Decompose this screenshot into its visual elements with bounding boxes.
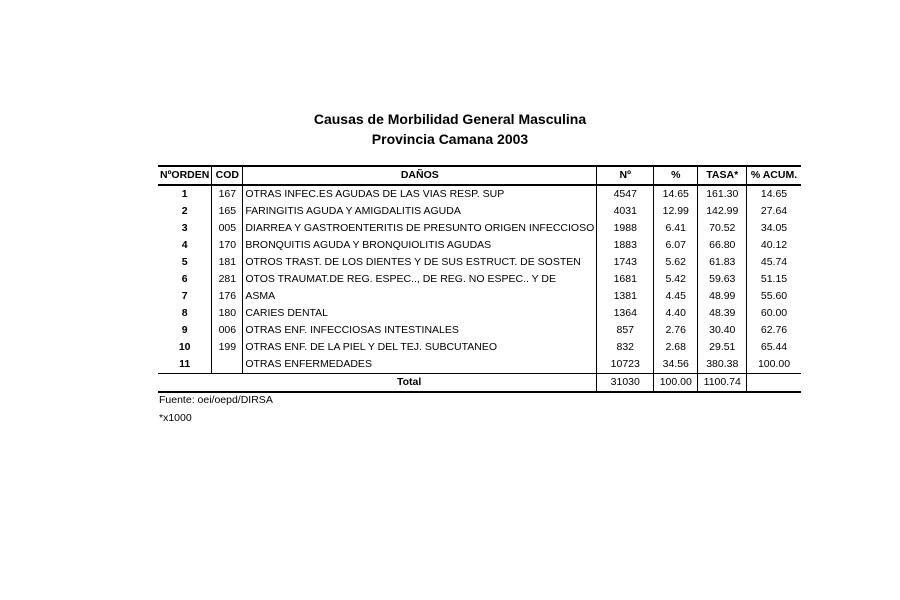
table-row: [158, 254, 801, 271]
cell-tasa: 61.83: [698, 254, 747, 271]
table-row: [158, 271, 801, 288]
total-n: 31030: [597, 374, 654, 393]
cell-n: 4547: [597, 185, 654, 203]
cell-dano: OTOS TRAUMAT.DE REG. ESPEC.., DE REG. NO ESPEC.. Y DE: [243, 271, 597, 288]
cell-orden: 4: [181, 239, 188, 251]
table-row: [158, 288, 801, 305]
table-row: [158, 237, 801, 254]
cell-tasa: 66.80: [698, 237, 747, 254]
cell-acum: 62.76: [747, 322, 801, 339]
total-acum: [747, 374, 801, 393]
cell-dano: OTRAS INFEC.ES AGUDAS DE LAS VIAS RESP. SUP: [243, 185, 597, 203]
cell-cod: 165: [212, 203, 243, 220]
morbidity-table: [158, 165, 801, 393]
cell-tasa: 30.40: [698, 322, 747, 339]
cell-pct: 4.40: [654, 305, 698, 322]
cell-cod: 176: [212, 288, 243, 305]
cell-acum: 100.00: [747, 356, 801, 374]
cell-orden: 1: [181, 188, 188, 200]
cell-cod: 006: [212, 322, 243, 339]
col-header-orden: NºORDEN: [160, 169, 210, 181]
cell-pct: 6.07: [654, 237, 698, 254]
cell-tasa: 59.63: [698, 271, 747, 288]
cell-cod: 170: [212, 237, 243, 254]
report-subtitle: Provincia Camana 2003: [371, 131, 529, 147]
cell-n: 1988: [597, 220, 654, 237]
cell-n: 1381: [597, 288, 654, 305]
cell-tasa: 48.99: [698, 288, 747, 305]
cell-acum: 34.05: [747, 220, 801, 237]
cell-tasa: 29.51: [698, 339, 747, 356]
table-row: [158, 305, 801, 322]
cell-orden: 7: [181, 290, 188, 302]
total-pct: 100.00: [654, 374, 698, 393]
cell-pct: 6.41: [654, 220, 698, 237]
col-header-pct: %: [654, 166, 698, 185]
cell-tasa: 142.99: [698, 203, 747, 220]
cell-orden: 11: [179, 358, 191, 370]
col-header-n: Nº: [597, 166, 654, 185]
table-row: [158, 356, 801, 374]
cell-tasa: 161.30: [698, 185, 747, 203]
col-header-cod: COD: [212, 166, 243, 185]
table-row: [158, 203, 801, 220]
table-row: [158, 322, 801, 339]
cell-n: 10723: [597, 356, 654, 374]
cell-pct: 14.65: [654, 185, 698, 203]
cell-tasa: 380.38: [698, 356, 747, 374]
table-row: [158, 220, 801, 237]
cell-acum: 40.12: [747, 237, 801, 254]
cell-acum: 51.15: [747, 271, 801, 288]
cell-acum: 27.64: [747, 203, 801, 220]
cell-n: 1681: [597, 271, 654, 288]
cell-cod: [212, 356, 243, 374]
cell-n: 4031: [597, 203, 654, 220]
cell-n: 857: [597, 322, 654, 339]
cell-acum: 55.60: [747, 288, 801, 305]
cell-orden: 3: [181, 222, 188, 234]
cell-acum: 45.74: [747, 254, 801, 271]
cell-n: 1364: [597, 305, 654, 322]
source-note: Fuente: oei/oepd/DIRSA: [159, 394, 273, 406]
cell-n: 1883: [597, 237, 654, 254]
cell-tasa: 70.52: [698, 220, 747, 237]
cell-pct: 2.76: [654, 322, 698, 339]
total-label: Total: [396, 376, 422, 388]
cell-dano: BRONQUITIS AGUDA Y BRONQUIOLITIS AGUDAS: [243, 237, 597, 254]
cell-dano: OTRAS ENF. DE LA PIEL Y DEL TEJ. SUBCUTANEO: [243, 339, 597, 356]
cell-cod: 180: [212, 305, 243, 322]
cell-dano: DIARREA Y GASTROENTERITIS DE PRESUNTO ORIGEN INFECCIOSO: [243, 220, 597, 237]
cell-orden: 10: [178, 341, 191, 353]
cell-pct: 12.99: [654, 203, 698, 220]
cell-pct: 34.56: [654, 356, 698, 374]
cell-pct: 5.42: [654, 271, 698, 288]
cell-orden: 8: [181, 307, 188, 319]
cell-n: 1743: [597, 254, 654, 271]
report-title: Causas de Morbilidad General Masculina: [313, 111, 587, 127]
cell-dano: CARIES DENTAL: [243, 305, 597, 322]
cell-orden: 5: [181, 256, 188, 268]
cell-n: 832: [597, 339, 654, 356]
cell-pct: 2.68: [654, 339, 698, 356]
col-header-tasa: TASA*: [698, 166, 747, 185]
total-row: [158, 374, 801, 393]
footnote: *x1000: [159, 412, 192, 424]
cell-pct: 4.45: [654, 288, 698, 305]
col-header-danos: DAÑOS: [243, 166, 597, 185]
col-header-acum: % ACUM.: [747, 166, 801, 185]
cell-cod: 167: [212, 185, 243, 203]
cell-acum: 60.00: [747, 305, 801, 322]
cell-cod: 199: [212, 339, 243, 356]
cell-dano: OTRAS ENF. INFECCIOSAS INTESTINALES: [243, 322, 597, 339]
cell-tasa: 48.39: [698, 305, 747, 322]
total-tasa: 1100.74: [698, 374, 747, 393]
cell-dano: OTRAS ENFERMEDADES: [243, 356, 597, 374]
cell-dano: OTROS TRAST. DE LOS DIENTES Y DE SUS ESTRUCT. DE SOSTEN: [243, 254, 597, 271]
cell-dano: ASMA: [243, 288, 597, 305]
cell-acum: 14.65: [747, 185, 801, 203]
cell-dano: FARINGITIS AGUDA Y AMIGDALITIS AGUDA: [243, 203, 597, 220]
cell-cod: 005: [212, 220, 243, 237]
header-row: [158, 166, 801, 185]
cell-cod: 181: [212, 254, 243, 271]
cell-orden: 6: [181, 273, 188, 285]
table-row: [158, 185, 801, 203]
cell-acum: 65.44: [747, 339, 801, 356]
cell-orden: 9: [181, 324, 188, 336]
table-row: [158, 339, 801, 356]
cell-pct: 5.62: [654, 254, 698, 271]
cell-orden: 2: [181, 205, 188, 217]
cell-cod: 281: [212, 271, 243, 288]
